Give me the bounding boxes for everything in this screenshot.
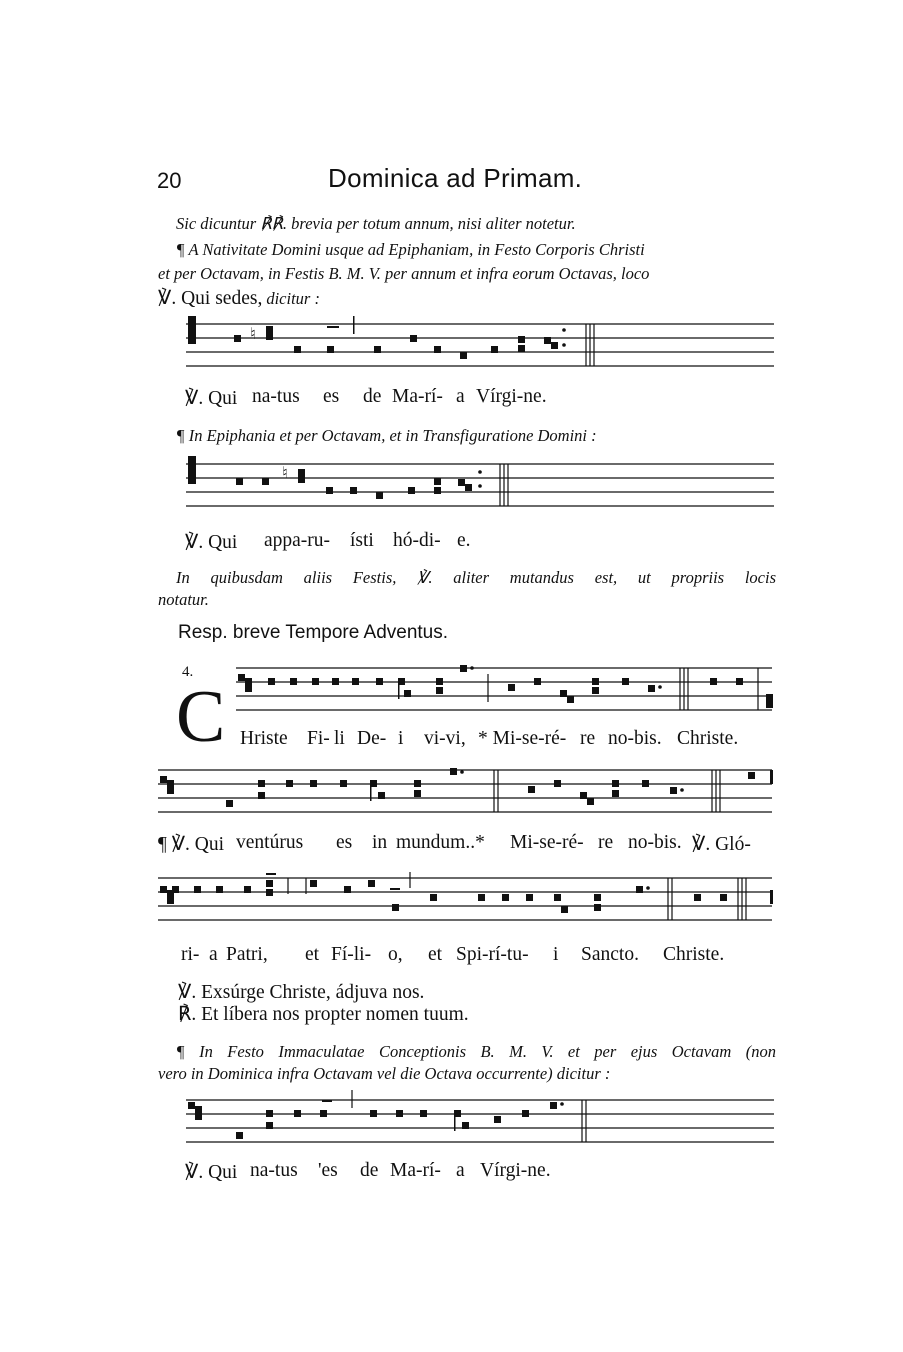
chant5-syllable: ri- xyxy=(181,944,200,965)
chant3-syllable: Hriste xyxy=(240,728,288,749)
rubric-nativity-line1: ¶ A Nativitate Domini usque ad Epiphaniam, in Festo Corporis Christi xyxy=(176,240,645,259)
rubric-immaculate-line1: ¶ In Festo Immaculatae Conceptionis B. M. V. et per ejus Octavam (non xyxy=(176,1042,776,1061)
chant1-syllable: es xyxy=(323,386,340,407)
rubric-qui-sedes: ℣. Qui sedes, xyxy=(158,288,263,309)
chant5-syllable: i xyxy=(553,944,559,965)
rubric-nativity-line3 xyxy=(158,286,320,310)
rubric-immaculate-line2: vero in Dominica infra Octavam vel die Octava occurrente) dicitur : xyxy=(158,1064,611,1083)
chant3-syllable: i xyxy=(398,728,404,749)
chant4-syllable: ℣. Gló- xyxy=(692,834,751,855)
chant5-syllable: a xyxy=(209,944,218,965)
chant4-syllable: es xyxy=(336,832,353,853)
chant1-syllable: de xyxy=(363,386,382,407)
chant3-syllable: re xyxy=(580,728,596,749)
running-header: Dominica ad Primam. xyxy=(328,163,583,193)
chant-staff-6 xyxy=(186,1088,776,1154)
svg-text:♮: ♮ xyxy=(250,324,256,343)
chant5-syllable: Sancto. xyxy=(581,944,639,965)
chant-staff-1 xyxy=(186,312,776,378)
chant4-syllable: ventúrus xyxy=(236,832,304,853)
rubric-epiphany: ¶ In Epiphania et per Octavam, et in Transfiguratione Domini : xyxy=(176,426,597,445)
rubric-dicitur: dicitur : xyxy=(266,289,320,308)
rubric-intro: Sic dicuntur ℟℟. brevia per totum annum, nisi aliter notetur. xyxy=(176,214,576,233)
chant3-syllable: De- xyxy=(357,728,387,749)
chant-staff-2 xyxy=(186,452,776,518)
chant4-syllable: mundum..* xyxy=(396,832,485,853)
chant4-syllable: Mi-se-ré- xyxy=(510,832,584,853)
chant3-syllable: no-bis. xyxy=(608,728,662,749)
chant1-syllable: Vírgi-ne. xyxy=(476,386,547,407)
response-libera: ℟. Et líbera nos propter nomen tuum. xyxy=(178,1004,469,1025)
chant4-syllable: no-bis. xyxy=(628,832,682,853)
chant1-syllable: a xyxy=(456,386,465,407)
svg-text:♮: ♮ xyxy=(282,463,288,482)
chant5-syllable: et xyxy=(305,944,320,965)
chant5-syllable: Fí-li- xyxy=(331,944,372,965)
chant5-syllable: Christe. xyxy=(663,944,725,965)
chant2-syllable: appa-ru- xyxy=(264,530,331,551)
chant2-syllable: hó-di- xyxy=(393,530,441,551)
versicle-exsurge: ℣. Exsúrge Christe, ádjuva nos. xyxy=(178,982,425,1003)
chant6-syllable: a xyxy=(456,1160,465,1181)
mode-number: 4. xyxy=(182,664,194,680)
chant6-syllable: Vírgi-ne. xyxy=(480,1160,551,1181)
chant6-syllable: na-tus xyxy=(250,1160,298,1181)
chant4-syllable: ¶ ℣. Qui xyxy=(158,834,225,855)
rubric-other-feasts-line2: notatur. xyxy=(158,590,209,609)
chant-staff-4 xyxy=(158,762,776,824)
chant2-syllable: ℣. Qui xyxy=(185,532,238,553)
chant6-syllable: de xyxy=(360,1160,379,1181)
chant5-syllable: et xyxy=(428,944,443,965)
chant6-syllable: Ma-rí- xyxy=(390,1160,441,1181)
chant1-syllable: Ma-rí- xyxy=(392,386,443,407)
chant6-syllable: 'es xyxy=(318,1160,338,1181)
chant2-syllable: ísti xyxy=(350,530,374,551)
page-number: 20 xyxy=(157,168,182,193)
chant5-syllable: o, xyxy=(388,944,403,965)
chant3-syllable: li xyxy=(334,728,345,749)
chant4-syllable: in xyxy=(372,832,388,853)
chant2-syllable: e. xyxy=(457,530,471,551)
chant3-syllable: Fi- xyxy=(307,728,330,749)
chant5-syllable: Patri, xyxy=(226,944,268,965)
chant3-syllable: Christe. xyxy=(677,728,739,749)
chant4-syllable: re xyxy=(598,832,614,853)
chant3-syllable: * Mi-se-ré- xyxy=(478,728,567,749)
chant3-syllable: vi-vi, xyxy=(424,728,466,749)
section-title: Resp. breve Tempore Adventus. xyxy=(178,622,449,643)
chant5-syllable: Spi-rí-tu- xyxy=(456,944,529,965)
chant-staff-3 xyxy=(236,660,776,722)
rubric-other-feasts-line1: In quibusdam aliis Festis, ℣. aliter mutandus est, ut propriis locis xyxy=(176,568,776,587)
chant-staff-5 xyxy=(158,868,776,938)
initial-letter: C xyxy=(176,676,226,758)
chant1-syllable: na-tus xyxy=(252,386,300,407)
chant6-syllable: ℣. Qui xyxy=(185,1162,238,1183)
rubric-nativity-line2: et per Octavam, in Festis B. M. V. per annum et infra eorum Octavas, loco xyxy=(158,264,650,283)
chant1-syllable: ℣. Qui xyxy=(185,388,238,409)
